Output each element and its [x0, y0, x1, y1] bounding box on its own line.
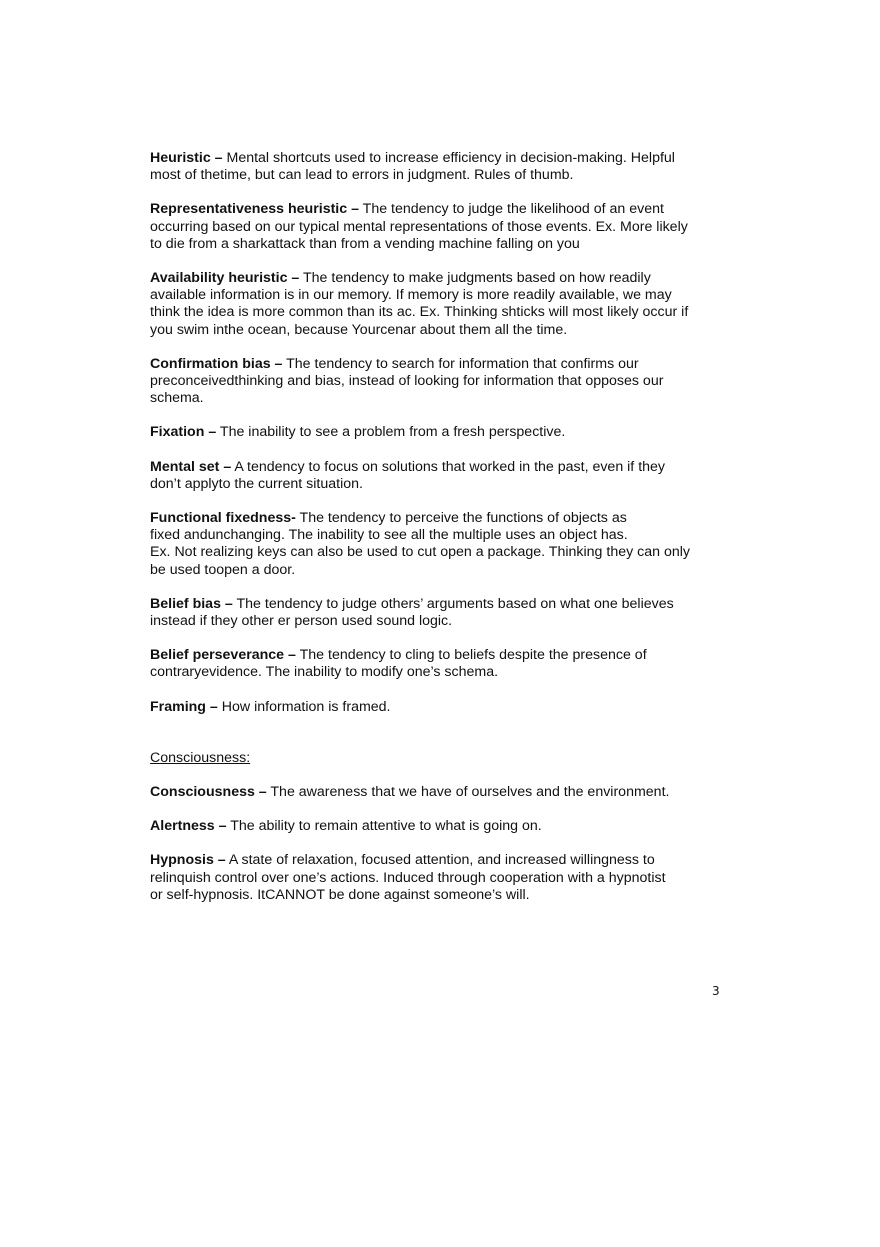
section-heading-consciousness: Consciousness: — [150, 749, 251, 766]
entry-text: relinquish control over one’s actions. Induced through cooperation with a hypnotist — [150, 869, 666, 886]
entry-term: Framing – — [150, 698, 218, 715]
page-content — [150, 150, 730, 921]
entry-line — [150, 510, 730, 527]
entry-line — [150, 270, 730, 287]
entry-text: The tendency to search for information that confirms our — [286, 355, 639, 372]
entry-text: to die from a sharkattack than from a vending machine falling on you — [150, 235, 580, 252]
entry-text: be used toopen a door. — [150, 561, 296, 578]
entry-term: Availability heuristic – — [150, 270, 300, 287]
definition-belief-perseverance — [150, 647, 730, 681]
definition-hypnosis — [150, 852, 730, 904]
entry-line — [150, 647, 730, 664]
entry-text: fixed andunchanging. The inability to see all the multiple uses an object has. — [150, 527, 628, 544]
entry-text: A tendency to focus on solutions that worked in the past, even if they — [234, 458, 666, 475]
definition-confirmation-bias — [150, 356, 730, 408]
entry-text: How information is framed. — [221, 698, 391, 715]
definition-mental-set — [150, 459, 730, 493]
entry-line — [150, 150, 730, 167]
entry-line — [150, 784, 730, 801]
entry-text: The tendency to cling to beliefs despite the presence of — [299, 647, 647, 664]
entry-line — [150, 356, 730, 373]
entry-text: don’t applyto the current situation. — [150, 475, 363, 492]
entry-text: contraryevidence. The inability to modify one’s schema. — [150, 664, 499, 681]
entry-line — [150, 818, 730, 835]
entry-text: The tendency to make judgments based on how readily — [302, 270, 651, 287]
entry-text: Ex. Not realizing keys can also be used to cut open a package. Thinking they can only — [150, 544, 690, 561]
entry-line — [150, 852, 730, 869]
entry-text: The tendency to perceive the functions of objects as — [299, 510, 627, 527]
entry-text: The ability to remain attentive to what is going on. — [230, 818, 542, 835]
entry-text: Mental shortcuts used to increase efficiency in decision-making. Helpful — [226, 150, 675, 166]
entry-text: The tendency to judge the likelihood of an event — [362, 201, 664, 218]
definition-heuristic — [150, 150, 730, 184]
entry-term: Functional fixedness- — [150, 510, 296, 527]
entry-text: most of thetime, but can lead to errors in judgment. Rules of thumb. — [150, 167, 574, 184]
definition-availability-heuristic — [150, 270, 730, 339]
definition-alertness — [150, 818, 730, 835]
entry-text: instead if they other er person used sound logic. — [150, 613, 453, 630]
entry-term: Belief perseverance – — [150, 647, 296, 664]
entry-term: Fixation – — [150, 424, 217, 441]
entry-text: The tendency to judge others’ arguments based on what one believes — [236, 595, 674, 612]
entry-term: Representativeness heuristic – — [150, 201, 359, 218]
definition-fixation — [150, 424, 730, 441]
entry-term: Heuristic – — [150, 150, 223, 166]
entry-term: Mental set – — [150, 458, 232, 475]
entry-text: preconceivedthinking and bias, instead of looking for information that opposes our — [150, 373, 664, 390]
entry-text: schema. — [150, 390, 204, 407]
entry-term: Confirmation bias – — [150, 355, 283, 372]
entry-line — [150, 699, 730, 716]
entry-text: The awareness that we have of ourselves and the environment. — [270, 784, 670, 801]
definition-consciousness — [150, 784, 730, 801]
entry-term: Alertness – — [150, 818, 227, 835]
entry-text: occurring based on our typical mental representations of those events. Ex. More likely — [150, 218, 688, 235]
definition-representativeness-heuristic — [150, 201, 730, 253]
entry-text: available information is in our memory. If memory is more readily available, we may — [150, 287, 672, 304]
entry-term: Consciousness – — [150, 784, 267, 801]
entry-text: The inability to see a problem from a fresh perspective. — [219, 424, 566, 441]
entry-text: A state of relaxation, focused attention, and increased willingness to — [228, 852, 655, 869]
entry-term: Hypnosis – — [150, 852, 226, 869]
entry-text: or self-hypnosis. ItCANNOT be done against someone’s will. — [150, 886, 530, 903]
definition-belief-bias — [150, 596, 730, 630]
entry-line — [150, 201, 730, 218]
entry-line — [150, 424, 730, 441]
entry-text: you swim inthe ocean, because Yourcenar about them all the time. — [150, 321, 568, 338]
entry-line — [150, 459, 730, 476]
entry-line — [150, 596, 730, 613]
page-number: 3 — [712, 984, 720, 998]
entry-term: Belief bias – — [150, 595, 233, 612]
definition-framing — [150, 699, 730, 716]
entry-text: think the idea is more common than its ac. Ex. Thinking shticks will most likely occur if — [150, 304, 689, 321]
definition-functional-fixedness — [150, 510, 730, 579]
